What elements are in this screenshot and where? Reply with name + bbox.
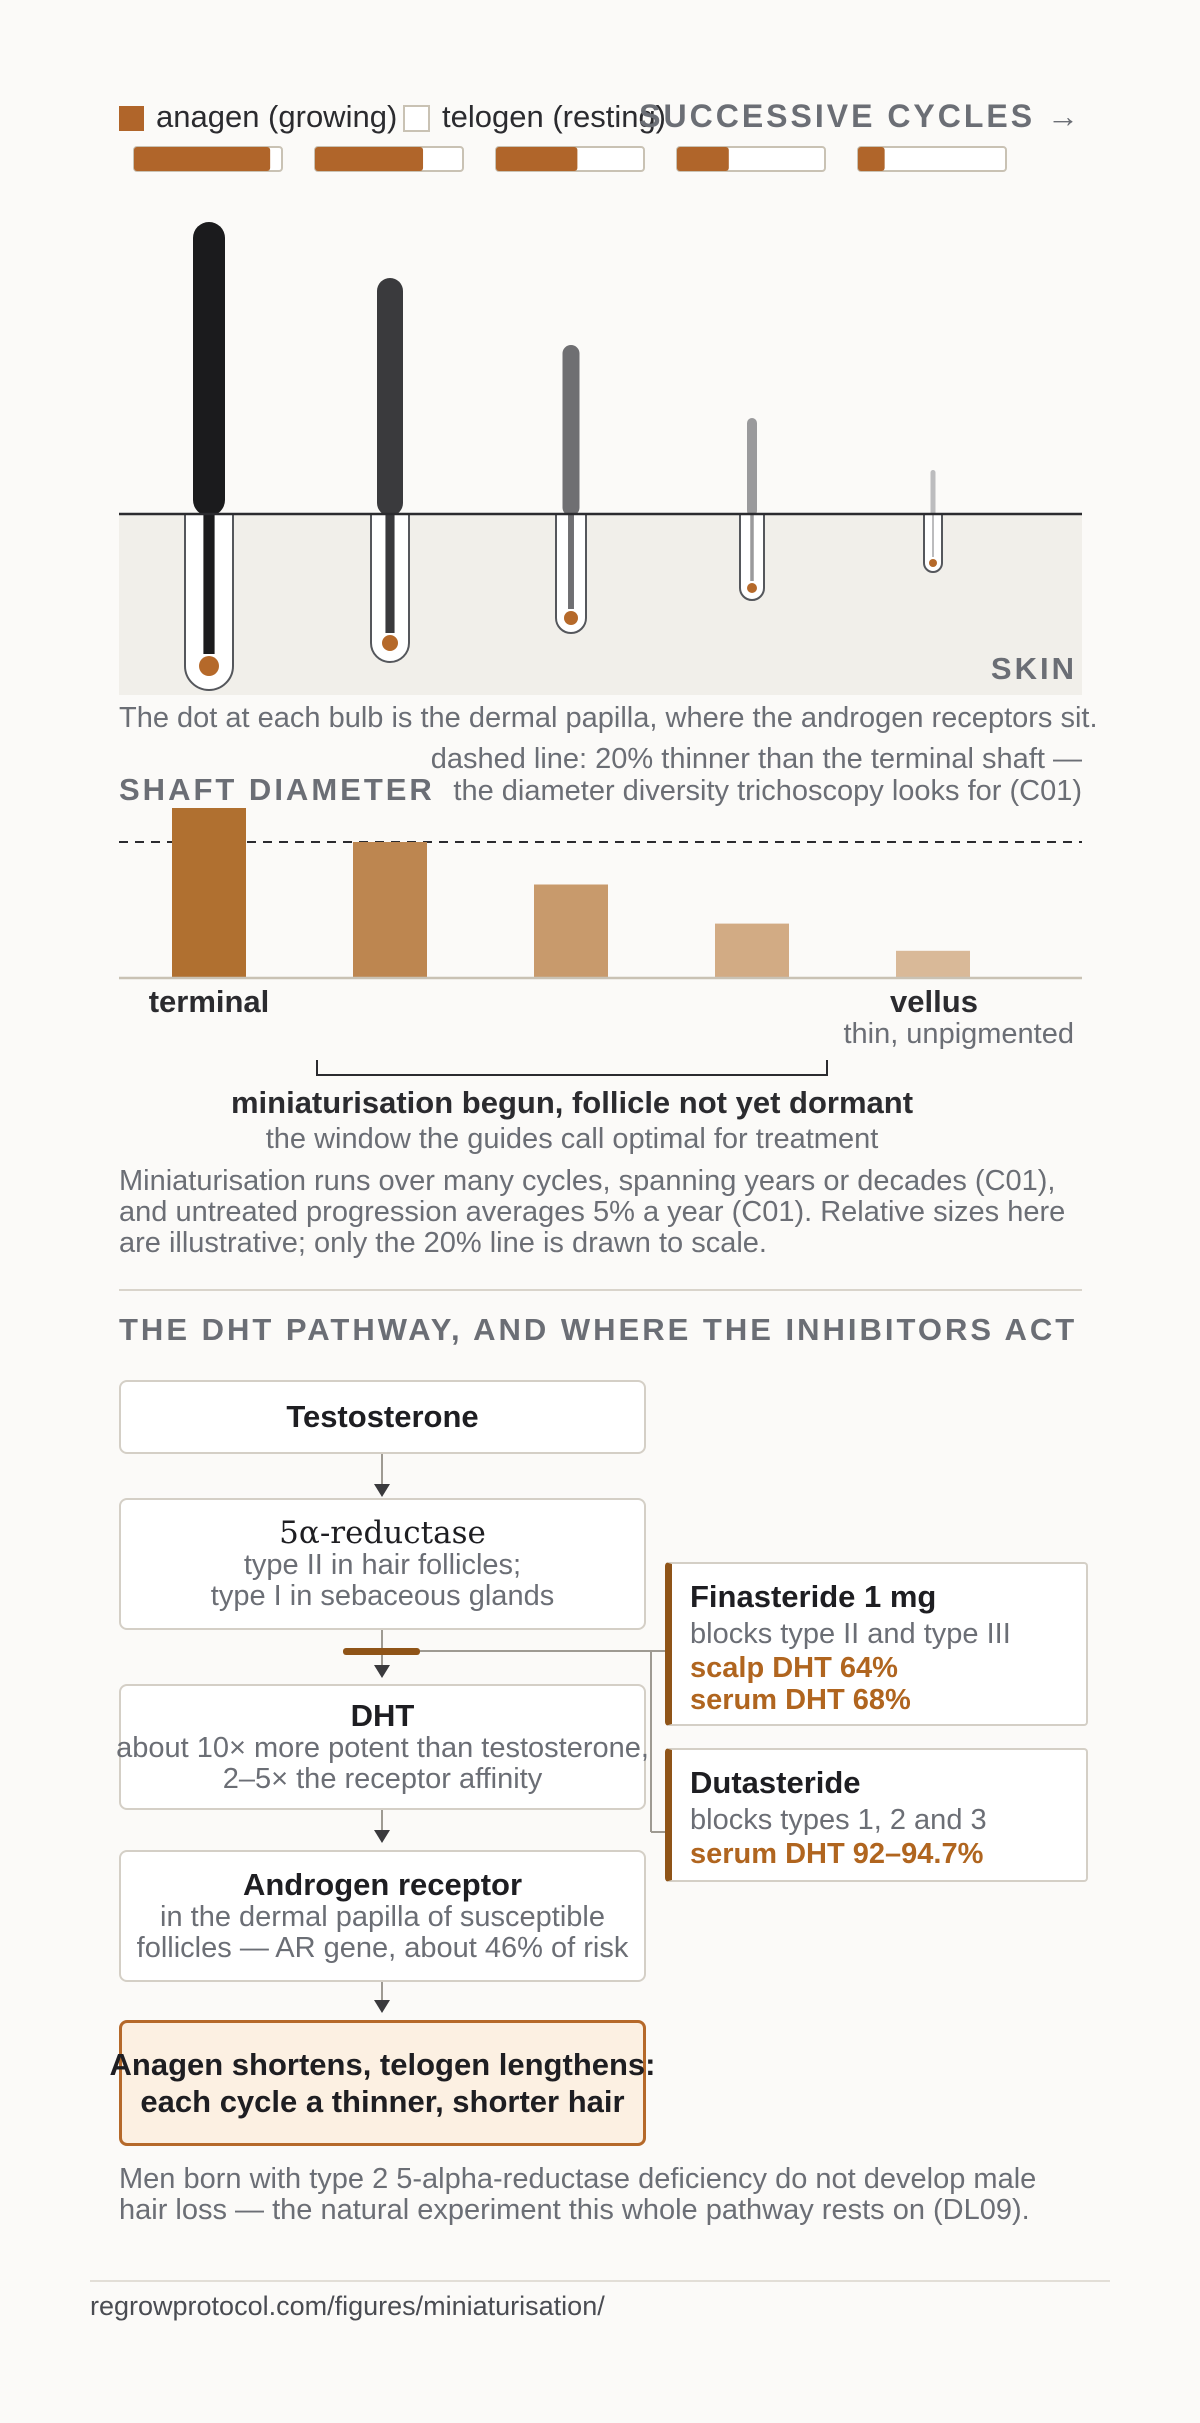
finasteride-scalp-dht: scalp DHT 64% [690, 1652, 898, 1684]
inhibition-block-bar [343, 1648, 420, 1655]
skin-label: SKIN [990, 651, 1077, 686]
footer-url-link[interactable]: regrowprotocol.com/figures/miniaturisation/ [90, 2291, 605, 2321]
receptor-line-1: in the dermal papilla of susceptible [160, 1901, 605, 1933]
miniaturisation-caption-line-2: and untreated progression averages 5% a year (C01). Relative sizes here [119, 1196, 1066, 1228]
miniaturisation-caption-line-3: are illustrative; only the 20% line is drawn to scale. [119, 1227, 767, 1259]
deficiency-caption [119, 2164, 1036, 2226]
receptor-line-2: follicles — AR gene, about 46% of risk [136, 1932, 629, 1964]
papilla-caption: The dot at each bulb is the dermal papilla, where the androgen receptors sit. [119, 702, 1098, 734]
dht-title: DHT [350, 1698, 415, 1733]
dht-node [116, 1684, 649, 1810]
bracket-title: miniaturisation begun, follicle not yet dormant [230, 1085, 914, 1120]
footer-divider [90, 2280, 1110, 2282]
pathway-header: THE DHT PATHWAY, AND WHERE THE INHIBITORS ACT [119, 1312, 1078, 1347]
vellus-sublabel: thin, unpigmented [843, 1018, 1074, 1050]
dht-line-2: 2–5× the receptor affinity [222, 1763, 543, 1795]
anagen-legend-label: anagen (growing) [156, 99, 398, 134]
reductase-line-1: type II in hair follicles; [243, 1549, 522, 1581]
result-node [109, 2020, 656, 2146]
testosterone-node [119, 1380, 646, 1454]
dashed-line-note-1: dashed line: 20% thinner than the terminal shaft — [430, 743, 1082, 775]
dutasteride-serum-dht: serum DHT 92–94.7% [690, 1838, 984, 1870]
deficiency-caption-line-1: Men born with type 2 5-alpha-reductase deficiency do not develop male [119, 2163, 1037, 2195]
reductase-node [119, 1498, 646, 1630]
dht-line-1: about 10× more potent than testosterone, [116, 1732, 649, 1764]
reductase-title: 5α-reductase [279, 1515, 486, 1551]
dutasteride-description: blocks types 1, 2 and 3 [690, 1804, 987, 1836]
finasteride-card [665, 1562, 1088, 1726]
result-line-2: each cycle a thinner, shorter hair [140, 2084, 625, 2119]
finasteride-title: Finasteride 1 mg [690, 1579, 937, 1614]
dashed-line-note-2: the diameter diversity trichoscopy looks for (C01) [453, 775, 1082, 807]
receptor-title: Androgen receptor [242, 1867, 523, 1902]
testosterone-title: Testosterone [286, 1399, 479, 1434]
miniaturisation-caption-line-1: Miniaturisation runs over many cycles, spanning years or decades (C01), [119, 1165, 1056, 1197]
result-line-1: Anagen shortens, telogen lengthens: [109, 2047, 656, 2082]
telogen-legend-label: telogen (resting) [442, 99, 667, 134]
terminal-label: terminal [148, 984, 270, 1019]
dutasteride-card [665, 1748, 1088, 1882]
finasteride-description: blocks type II and type III [690, 1618, 1011, 1650]
successive-cycles-header: SUCCESSIVE CYCLES → [639, 98, 1082, 134]
reductase-line-2: type I in sebaceous glands [210, 1580, 555, 1612]
vellus-label: vellus [890, 984, 978, 1019]
finasteride-serum-dht: serum DHT 68% [690, 1684, 911, 1716]
bracket-subtitle: the window the guides call optimal for treatment [265, 1123, 879, 1155]
dutasteride-title: Dutasteride [690, 1765, 861, 1800]
androgen-receptor-node [119, 1850, 646, 1982]
deficiency-caption-line-2: hair loss — the natural experiment this whole pathway rests on (DL09). [119, 2194, 1030, 2226]
shaft-diameter-header: SHAFT DIAMETER [119, 772, 435, 807]
